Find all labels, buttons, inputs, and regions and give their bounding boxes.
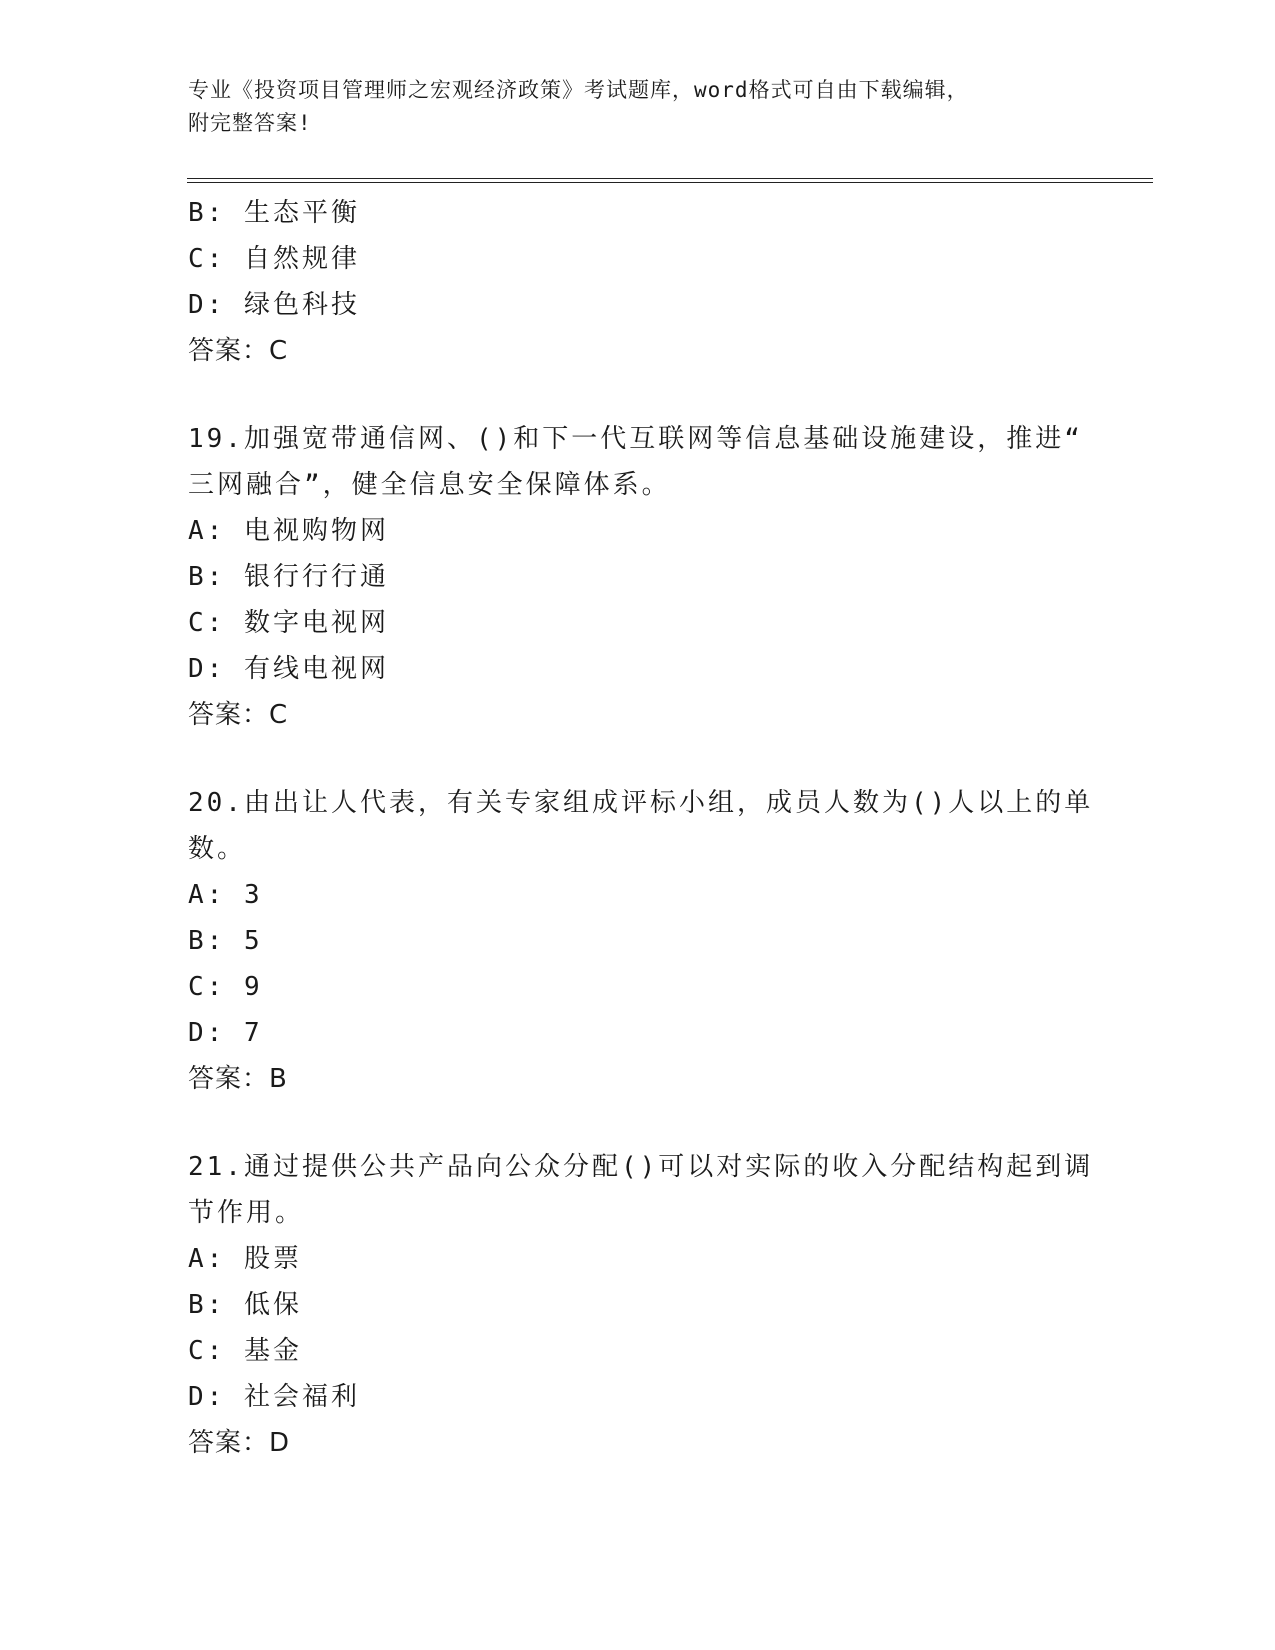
question-stem-line-1: 21.通过提供公共产品向公众分配()可以对实际的收入分配结构起到调 bbox=[188, 1152, 1094, 1182]
question-stem-line-1: 20.由出让人代表，有关专家组成评标小组，成员人数为()人以上的单 bbox=[188, 788, 1094, 818]
answer: 答案：C bbox=[188, 336, 289, 366]
option-b: B: 银行行行通 bbox=[188, 562, 389, 592]
header-divider-bottom bbox=[187, 182, 1153, 183]
option-a: A: 股票 bbox=[188, 1244, 302, 1274]
option-c: C: 数字电视网 bbox=[188, 608, 389, 638]
question-19 bbox=[188, 416, 1088, 738]
option-c: C: 自然规律 bbox=[188, 244, 360, 274]
answer: 答案：C bbox=[188, 700, 289, 730]
answer: 答案：D bbox=[188, 1428, 291, 1458]
question-list bbox=[188, 190, 1094, 1466]
answer: 答案：B bbox=[188, 1064, 288, 1094]
header-line-2: 附完整答案! bbox=[188, 111, 312, 135]
header-line-1: 专业《投资项目管理师之宏观经济政策》考试题库，word格式可自由下载编辑， bbox=[188, 78, 969, 102]
question-18-continued bbox=[188, 190, 1088, 374]
question-21 bbox=[188, 1144, 1094, 1466]
question-stem-line-2: 三网融合”，健全信息安全保障体系。 bbox=[188, 470, 671, 500]
option-a: A: 3 bbox=[188, 880, 263, 910]
document-header bbox=[188, 74, 1088, 140]
option-d: D: 社会福利 bbox=[188, 1382, 360, 1412]
question-stem-line-2: 数。 bbox=[188, 834, 247, 864]
option-a: A: 电视购物网 bbox=[188, 516, 389, 546]
option-d: D: 7 bbox=[188, 1018, 263, 1048]
question-stem-line-2: 节作用。 bbox=[188, 1198, 305, 1228]
option-d: D: 有线电视网 bbox=[188, 654, 389, 684]
option-d: D: 绿色科技 bbox=[188, 290, 360, 320]
question-stem-line-1: 19.加强宽带通信网、()和下一代互联网等信息基础设施建设，推进“ bbox=[188, 424, 1083, 454]
option-b: B: 5 bbox=[188, 926, 263, 956]
option-b: B: 生态平衡 bbox=[188, 198, 360, 228]
question-20 bbox=[188, 780, 1094, 1102]
option-b: B: 低保 bbox=[188, 1290, 302, 1320]
option-c: C: 基金 bbox=[188, 1336, 302, 1366]
header-divider-top bbox=[187, 178, 1153, 179]
option-c: C: 9 bbox=[188, 972, 263, 1002]
